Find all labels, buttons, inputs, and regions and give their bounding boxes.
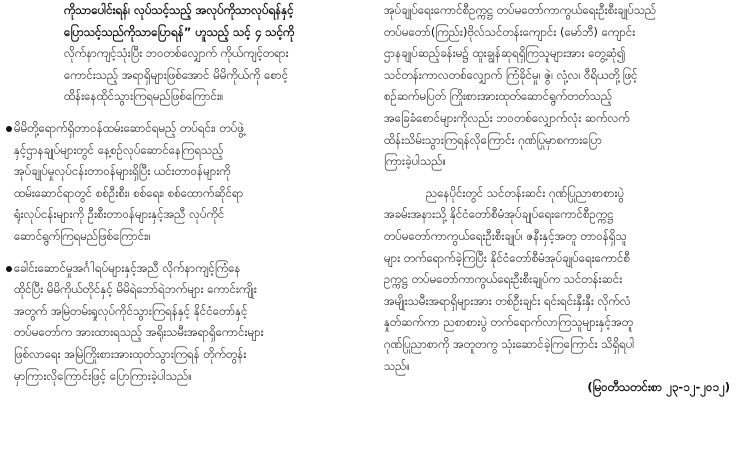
text-line: အုပ်ချုပ်မှုလုပ်ငန်းတာဝန်များရှိပြီး ယင်းတာဝန်များကို [14,164,231,179]
text-line: တပ်မတော်က အားထားရသည့် အရိုးသမီးအရာရှိကောင်းများ [14,325,264,340]
text-line: ဆောင်ရွက်ကြရမည်ဖြစ်ကြောင်း။ [14,228,151,243]
source-caption: (မြဝတီသတင်းစာ ၂၃-၁၂-၂၀၁၂) [587,380,730,395]
text-line: စဉ်ဆက်မပြတ် ကြိုးစားအားထုတ်ဆောင်ရွက်တတ်သည့် [384,89,613,104]
text-line: သင်တန်းကာလတစ်လျှောက် ကြံခိုင်မှု၊ ဇွဲ၊ လုံ့လ၊ ဝီရိယတို့ဖြင့် [384,67,638,82]
text-line: ခေါင်းဆောင်မှုအင်္ဂါရပ်များနှင့်အညီ လိုက်နာကျင့်ကြံနေ [14,260,241,275]
text-line: ထမ်းဆောင်ရာတွင် စစ်ဦးစီး၊ စစ်ရေး၊ စစ်ထောက်ဆိုင်ရာ [14,185,244,200]
right-column [384,0,730,399]
text-line: ဌာနချုပ်ဆည့်ခန်းမ၌ ထူးချွန်ဆုရရှိကြသူများအား တွေ့ဆုံ၍ [384,46,626,61]
text-line: ညနေပိုင်းတွင် သင်တန်းဆင်း ဂုဏ်ပြုညာစာစားပွဲ [426,185,625,200]
paragraph [384,183,730,377]
text-line: ဂုဏ်ပြုညာစာကို အတူတကွ သုံးဆောင်ခဲ့ကြကြောင်း သိရှိရပါ [384,336,635,351]
bullet-icon [6,126,12,132]
text-line: ဖြစ်လာရေး အမြဲကြိုးစားအားထုတ်သွားကြရန် တိုက်တွန်း [14,346,247,361]
intro-paragraph [14,0,362,108]
left-column [14,0,362,387]
text-line: များ တက်ရောက်ခဲ့ကြပြီး နိုင်ငံတော်စီမံအုပ်ချုပ်ရေးကောင်စီ [384,250,631,265]
text-line: မှာကြားလိုကြောင်းဖြင့် ပြောကြားခဲ့ပါသည်။ [14,368,192,383]
paragraph [384,0,730,173]
text-line: တပ်မတော်ကာကွယ်ရေးဦးစီးချုပ်၊ ဇနီးနှင့်အတူ တာဝန်ရှိသူ [384,228,627,243]
text-line: အခမ်းအနားသို့ နိုင်ငံတော်စီမံအုပ်ချုပ်ရေးကောင်စီဥက္ကဋ္ဌ [384,207,614,222]
text-line: အမျိုးသမီးအရာရှိများအား တစ်ဦးချင်း ရင်းရင်းနှီးနှီး လိုက်လံ [384,293,631,308]
bullet-item [14,258,362,388]
text-line: ဥက္ကဋ္ဌ တပ်မတော်ကာကွယ်ရေးဦးစီးချုပ်က သင်တန်းဆင်း [384,272,623,287]
text-line: မိမိတို့ရောက်ရှိတာဝန်ထမ်းဆောင်ရမည့် တပ်ရင်း၊ တပ်ဖွဲ့ [14,120,244,135]
bullet-item [14,118,362,248]
text-line: ကြားခဲ့ပါသည်။ [384,154,447,169]
text-line: နှင့်ဌာနချုပ်များတွင် နေ့စဉ်လုပ်ဆောင်နေကြရသည့် [14,142,224,157]
text-line: အတွက် အမြဲတမ်းရှုလုပ်ကိုင်သွားကြရန်နှင့် နိုင်ငံတော်နှင့် [14,303,248,318]
text-line: အုပ်ချုပ်ရေးကောင်စီဥက္ကဋ္ဌ တပ်မတော်ကာကွယ်ရေးဦးစီးချုပ်သည် [384,3,657,17]
text-line: ထိန်းနေထိုင်သွားကြရမည်ဖြစ်ကြောင်း။ [64,89,224,104]
text-line: ထိန်းသိမ်းသွားကြရန်လိုကြောင်း ဂုဏ်ပြုမှာစကားပြော [384,132,602,147]
text-line: ကိုသာပေါင်းရန်၊ လုပ်သင့်သည့် အလုပ်ကိုသာလုပ်ရန်နှင့် [64,3,294,17]
text-line: ရုံးလုပ်ငန်းများကို ဦးစီးတာဝန်များနှင့်အညီ လုပ်ကိုင် [14,207,225,222]
text-line: အခြေခံစောင်များကိုလည်း ဘဝတစ်လျှောက်လုံး ဆက်လက် [384,110,630,125]
bullet-icon [6,266,12,272]
text-line: ထိုင်ပြီး မိမိကိုယ်တိုင်နှင့် မိမိရဲဘော်ရဲဘက်များ ကောင်းကျိုး [14,282,257,297]
text-line: တပ်မတော်(ကြည်း)ဗိုလ်သင်တန်းကျောင်း (မော်ဘီ) ကျောင်း [384,24,636,39]
text-line: သည်။ [384,358,410,373]
text-line: နှုတ်ဆက်ကာ ညစာစားပွဲ တက်ရောက်လာကြသူများနှင့်အတူ [384,315,634,330]
text-line: ကောင်းသည့် အရာရှိများဖြစ်အောင် မိမိကိုယ်ကို စောင့် [64,67,289,82]
text-line: ပြောသင့်သည်ကိုသာပြောရန်” ဟူသည့် သင့် ၄ သင့်ကို [64,24,295,39]
text-line: လိုက်နာကျင့်သုံးပြီး ဘဝတစ်လျှောက် ကိုယ်ကျင့်တရား [64,46,289,61]
